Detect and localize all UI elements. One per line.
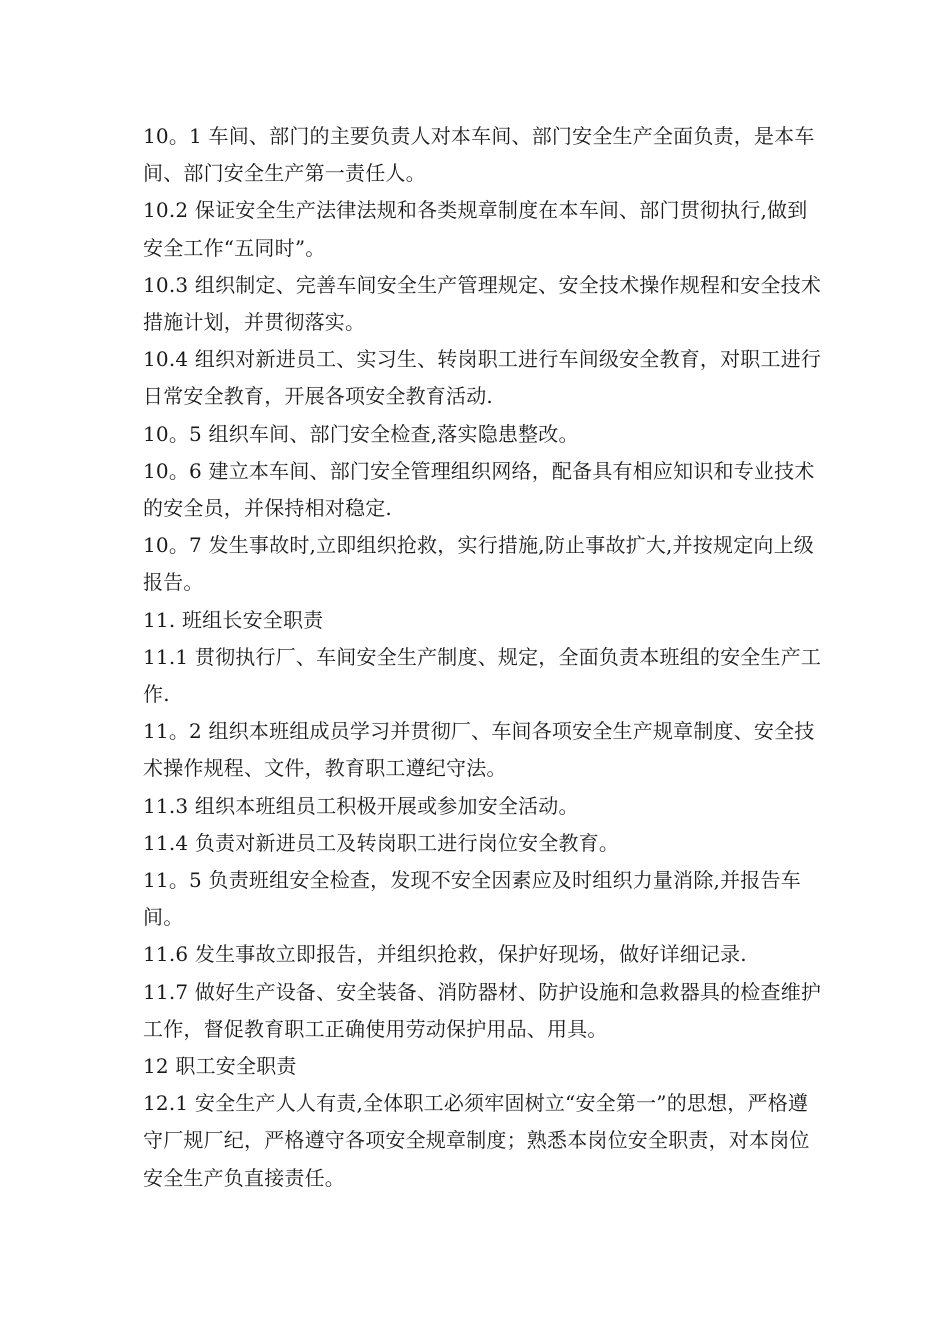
- section-heading-11: 11. 班组长安全职责: [143, 607, 324, 632]
- paragraph-10-6: 10。6 建立本车间、部门安全管理组织网络，配备具有相应知识和专业技术的安全员，并保持相对稳定.: [143, 458, 815, 521]
- paragraph-10-1: 10。1 车间、部门的主要负责人对本车间、部门安全生产全面负责，是本车间、部门安全生产第一责任人。: [143, 124, 815, 186]
- paragraph-11-4: 11.4 负责对新进员工及转岗职工进行岗位安全教育。: [143, 830, 620, 855]
- paragraph-10-5: 10。5 组织车间、部门安全检查,落实隐患整改。: [143, 421, 579, 446]
- paragraph-10-3: 10.3 组织制定、完善车间安全生产管理规定、安全技术操作规程和安全技术措施计划，并贯彻落实。: [143, 272, 822, 335]
- paragraph-11-5: 11。5 负责班组安全检查，发现不安全因素应及时组织力量消除,并报告车间。: [143, 868, 801, 930]
- paragraph-10-2: 10.2 保证安全生产法律法规和各类规章制度在本车间、部门贯彻执行,做到安全工作“五同时”。: [143, 198, 808, 260]
- paragraph-10-4: 10.4 组织对新进员工、实习生、转岗职工进行车间级安全教育，对职工进行日常安全教育，开展各项安全教育活动.: [143, 347, 822, 409]
- section-heading-12: 12 职工安全职责: [143, 1054, 297, 1079]
- document-body: [143, 118, 823, 1197]
- paragraph-10-7: 10。7 发生事故时,立即组织抢救，实行措施,防止事故扩大,并按规定向上级报告。: [143, 533, 815, 595]
- paragraph-11-3: 11.3 组织本班组员工积极开展或参加安全活动。: [143, 793, 579, 818]
- paragraph-11-7: 11.7 做好生产设备、安全装备、消防器材、防护设施和急救器具的检查维护工作，督促教育职工正确使用劳动保护用品、用具。: [143, 979, 822, 1041]
- paragraph-11-2: 11。2 组织本班组成员学习并贯彻厂、车间各项安全生产规章制度、安全技术操作规程、文件，教育职工遵纪守法。: [143, 719, 815, 781]
- paragraph-11-6: 11.6 发生事故立即报告，并组织抢救，保护好现场，做好详细记录.: [143, 942, 747, 967]
- paragraph-11-1: 11.1 贯彻执行厂、车间安全生产制度、规定，全面负责本班组的安全生产工作.: [143, 644, 822, 707]
- paragraph-12-1: 12.1 安全生产人人有责,全体职工必须牢固树立“安全第一”的思想，严格遵守厂规厂纪，严格遵守各项安全规章制度；熟悉本岗位安全职责，对本岗位安全生产负直接责任。: [143, 1091, 810, 1190]
